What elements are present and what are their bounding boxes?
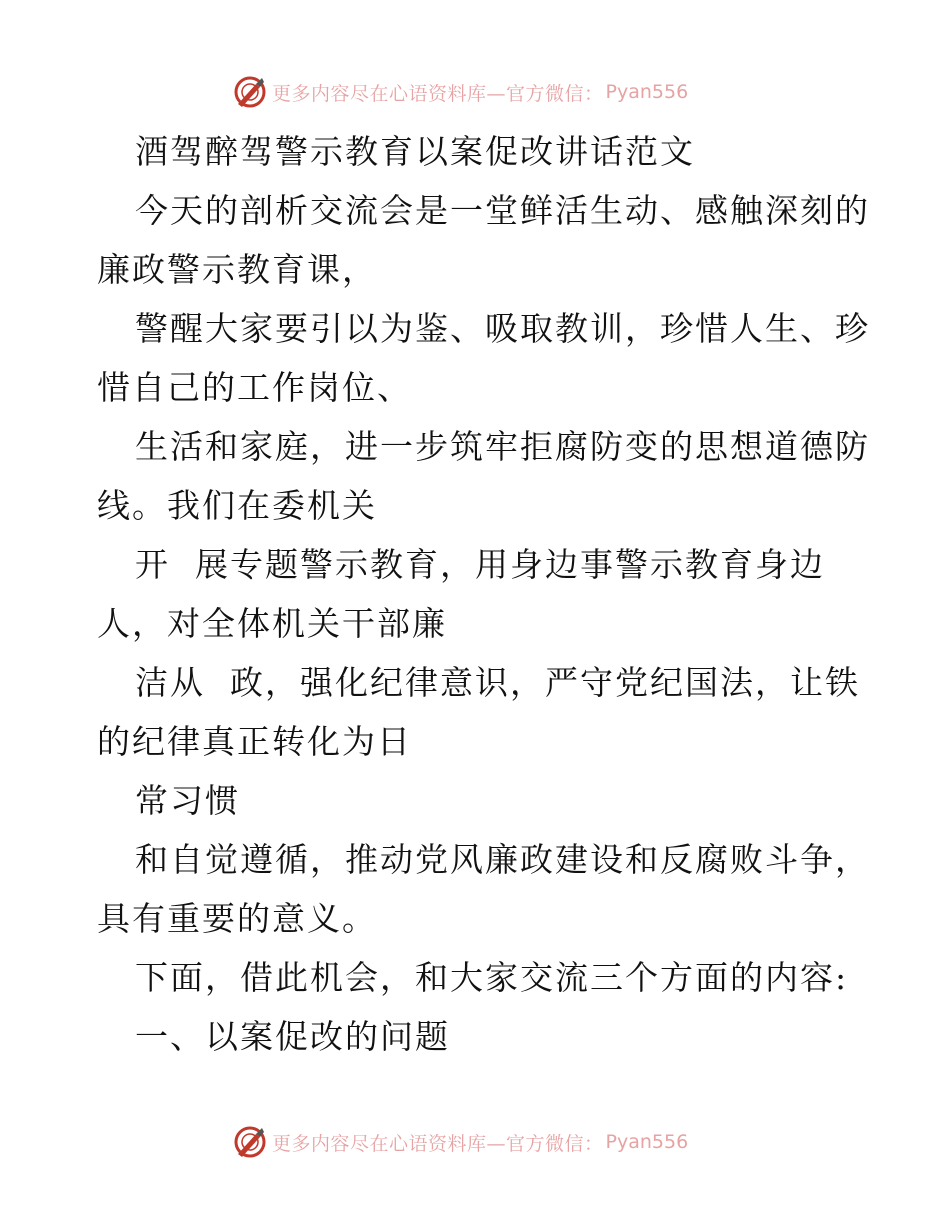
paragraph-line: 人，对全体机关干部廉 <box>97 604 447 643</box>
paragraph-line: 今天的剖析交流会是一堂鲜活生动、感触深刻的 <box>135 191 870 230</box>
wechat-id: Pyan556 <box>605 1131 689 1153</box>
paragraph-line: 线。我们在委机关 <box>97 486 377 525</box>
header-banner <box>232 72 688 112</box>
paragraph-line: 的纪律真正转化为日 <box>97 722 412 761</box>
paragraph-line: 警醒大家要引以为鉴、吸取教训，珍惜人生、珍 <box>135 309 870 348</box>
banner-text: 更多内容尽在心语资料库—官方微信： <box>272 82 604 105</box>
wechat-id: Pyan556 <box>605 81 689 103</box>
paragraph-line: 开 展专题警示教育，用身边事警示教育身边 <box>135 545 825 584</box>
section-heading: 一、以案促改的问题 <box>135 1017 450 1056</box>
paragraph-line: 廉政警示教育课， <box>97 250 377 289</box>
paragraph-line: 生活和家庭，进一步筑牢拒腐防变的思想道德防 <box>135 427 870 466</box>
banner-text: 更多内容尽在心语资料库—官方微信： <box>272 1132 604 1155</box>
paragraph-line: 下面，借此机会，和大家交流三个方面的内容: <box>135 958 849 997</box>
pen-circle-logo-icon <box>232 1124 268 1160</box>
paragraph-line: 常习惯 <box>135 781 240 820</box>
document-body <box>97 122 870 1066</box>
document-title: 酒驾醉驾警示教育以案促改讲话范文 <box>135 132 695 171</box>
footer-banner <box>232 1122 688 1162</box>
paragraph-line: 洁从 政，强化纪律意识，严守党纪国法，让铁 <box>135 663 860 702</box>
paragraph-line: 具有重要的意义。 <box>97 899 377 938</box>
paragraph-line: 惜自己的工作岗位、 <box>97 368 412 407</box>
paragraph-line: 和自觉遵循，推动党风廉政建设和反腐败斗争， <box>135 840 870 879</box>
pen-circle-logo-icon <box>232 74 268 110</box>
